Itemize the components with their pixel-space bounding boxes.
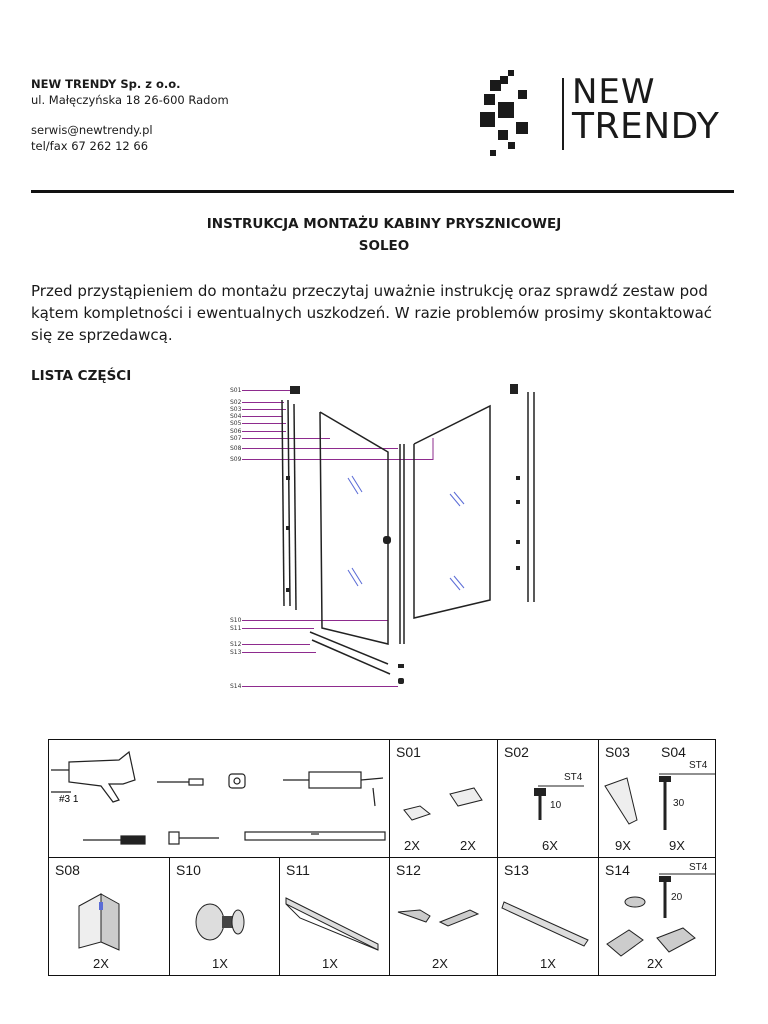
hammer-icon (169, 832, 219, 844)
level-icon (245, 832, 385, 840)
screw-length-s02: 10 (550, 800, 562, 811)
part-qty-s08: 2X (93, 956, 109, 971)
logo-text-trendy: TRENDY (572, 106, 720, 147)
part-qty-s01-b: 2X (460, 838, 476, 853)
logo-mark-icon (478, 66, 558, 161)
diagram-label-s06: S06 (230, 428, 242, 435)
part-code-s03: S03 (605, 744, 630, 760)
part-s12 (390, 858, 498, 976)
screwdriver-2-icon (83, 836, 145, 844)
diagram-label-s09: S09 (230, 456, 242, 463)
part-code-s10: S10 (176, 862, 201, 878)
part-s11 (280, 858, 390, 976)
logo-text-new: NEW (572, 72, 656, 112)
diagram-label-s08: S08 (230, 445, 242, 452)
intro-paragraph: Przed przystąpieniem do montażu przeczytaj uważnie instrukcję oraz sprawdź zestaw pod kątem kompletności i ewentualnych uszkodzeń. W razie problemów prosimy skontaktować się ze sprzedawcą. (31, 282, 713, 344)
diagram-label-s14: S14 (230, 683, 242, 690)
diagram-label-s13: S13 (230, 649, 242, 656)
part-qty-s03: 9X (615, 838, 631, 853)
part-code-s08: S08 (55, 862, 80, 878)
diagram-label-s10: S10 (230, 617, 242, 624)
part-qty-s11: 1X (322, 956, 338, 971)
company-address: ul. Małęczyńska 18 26-600 Radom (31, 93, 229, 107)
silicone-gun-icon (283, 772, 383, 806)
part-s01 (390, 740, 498, 858)
company-name: NEW TRENDY Sp. z o.o. (31, 77, 181, 91)
screw-type-s02: ST4 (564, 772, 583, 783)
company-phone: tel/fax 67 262 12 66 (31, 139, 149, 153)
company-info (31, 76, 229, 154)
part-s02 (498, 740, 599, 858)
tools-cell (49, 740, 390, 858)
product-name: SOLEO (358, 238, 410, 254)
part-qty-s04: 9X (669, 838, 685, 853)
part-s08 (49, 858, 170, 976)
part-s03-s04 (599, 740, 716, 858)
part-code-s12: S12 (396, 862, 421, 878)
tools-illustration (49, 740, 390, 858)
glass-marks (348, 476, 464, 590)
diagram-label-s02: S02 (230, 399, 242, 406)
part-s13 (498, 858, 599, 976)
part-code-s01: S01 (396, 744, 421, 760)
part-qty-s13: 1X (540, 956, 556, 971)
part-code-s13: S13 (504, 862, 529, 878)
parts-table (48, 739, 716, 976)
part-code-s02: S02 (504, 744, 529, 760)
measuring-tape-icon (229, 774, 245, 788)
header-divider (31, 190, 734, 193)
parts-list-heading: LISTA CZĘŚCI (31, 368, 132, 384)
diagram-label-s04: S04 (230, 413, 242, 420)
part-qty-s01-a: 2X (404, 838, 420, 853)
part-qty-s12: 2X (432, 956, 448, 971)
diagram-label-s12: S12 (230, 641, 242, 648)
screw-type-s14: ST4 (689, 862, 708, 873)
company-email: serwis@newtrendy.pl (31, 123, 153, 137)
corner-profile-icon (49, 858, 170, 976)
screwdriver-icon (157, 779, 203, 785)
cabin-frame (282, 392, 534, 674)
new-trendy-logo (478, 66, 740, 161)
part-s10 (170, 858, 280, 976)
diagram-label-s11: S11 (230, 625, 242, 632)
screw-length-s04: 30 (673, 798, 685, 809)
diagram-label-s01: S01 (230, 387, 242, 394)
drill-bit-label: #3 1 (59, 794, 79, 805)
part-qty-s14: 2X (647, 956, 663, 971)
screw-type-s04: ST4 (689, 760, 708, 771)
diagram-label-s05: S05 (230, 420, 242, 427)
document-title: INSTRUKCJA MONTAŻU KABINY PRYSZNICOWEJ (206, 216, 562, 232)
exploded-assembly-diagram (228, 382, 548, 694)
diagram-label-s03: S03 (230, 406, 242, 413)
screw-length-s14: 20 (671, 892, 683, 903)
part-s14 (599, 858, 716, 976)
diagram-label-s07: S07 (230, 435, 242, 442)
part-qty-s02: 6X (542, 838, 558, 853)
part-code-s04: S04 (661, 744, 686, 760)
part-code-s11: S11 (286, 862, 310, 878)
part-code-s14: S14 (605, 862, 630, 878)
part-qty-s10: 1X (212, 956, 228, 971)
